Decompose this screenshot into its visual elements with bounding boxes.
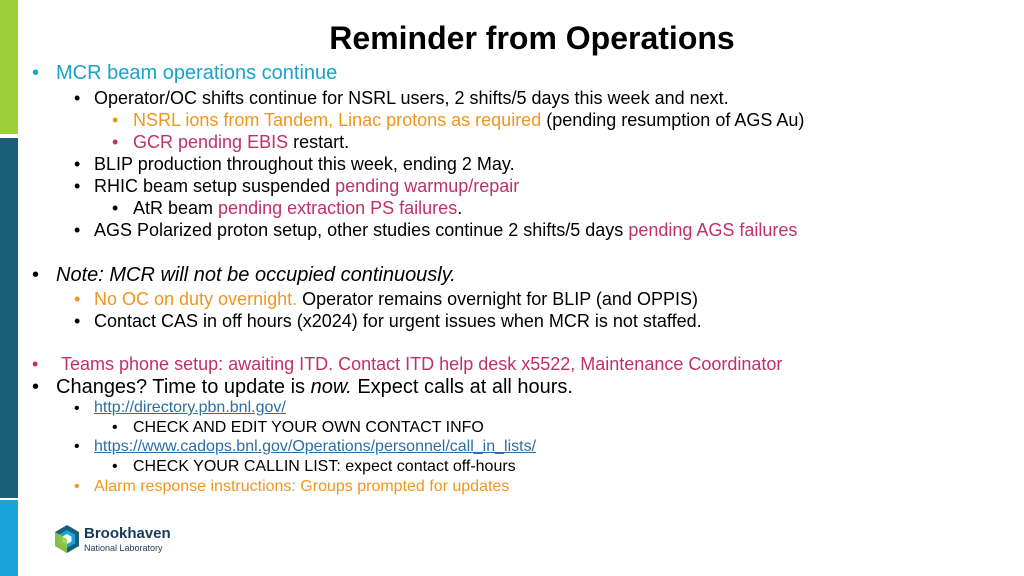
section-heading-mcr: MCR beam operations continue bbox=[56, 62, 338, 84]
gcr-highlight: GCR pending EBIS bbox=[133, 132, 289, 152]
bullet: • bbox=[74, 400, 80, 417]
nsrl-ions-highlight: NSRL ions from Tandem, Linac protons as required bbox=[133, 110, 542, 130]
item-blip: BLIP production throughout this week, ending 2 May. bbox=[94, 154, 515, 174]
brookhaven-logo-icon bbox=[54, 524, 80, 554]
atr-end: . bbox=[457, 198, 463, 218]
logo-subtitle: National Laboratory bbox=[84, 543, 163, 553]
nsrl-ions-rest: (pending resumption of AGS Au) bbox=[541, 110, 805, 130]
bullet: • bbox=[74, 220, 81, 240]
callin-lists-link[interactable]: https://www.cadops.bnl.gov/Operations/personnel/call_in_lists/ bbox=[94, 438, 537, 455]
item-check-contact: CHECK AND EDIT YOUR OWN CONTACT INFO bbox=[133, 419, 484, 436]
logo-name: Brookhaven bbox=[84, 525, 171, 542]
item-changes bbox=[56, 376, 573, 399]
rhic-highlight: pending warmup/repair bbox=[335, 176, 520, 196]
item-atr bbox=[133, 198, 462, 219]
item-operator-shifts: Operator/OC shifts continue for NSRL users, 2 shifts/5 days this week and next. bbox=[94, 88, 729, 108]
item-teams-phone: Teams phone setup: awaiting ITD. Contact ITD help desk x5522, Maintenance Coordinator bbox=[61, 354, 783, 374]
bullet: • bbox=[112, 458, 118, 475]
bullet: • bbox=[74, 478, 80, 495]
directory-link[interactable]: http://directory.pbn.bnl.gov/ bbox=[94, 399, 286, 416]
changes-now: now. bbox=[310, 376, 352, 398]
bullet: • bbox=[74, 311, 81, 331]
item-check-callin: CHECK YOUR CALLIN LIST: expect contact off-hours bbox=[133, 458, 516, 475]
item-contact-cas: Contact CAS in off hours (x2024) for urgent issues when MCR is not staffed. bbox=[94, 311, 702, 331]
item-nsrl-ions bbox=[133, 110, 804, 131]
bullet: • bbox=[32, 62, 40, 84]
changes-pre: Changes? Time to update is bbox=[56, 376, 311, 398]
bullet: • bbox=[74, 176, 81, 196]
item-gcr bbox=[133, 132, 349, 153]
bullet: • bbox=[74, 88, 81, 108]
atr-highlight: pending extraction PS failures bbox=[218, 198, 458, 218]
no-oc-highlight: No OC on duty overnight. bbox=[94, 289, 298, 309]
atr-text: AtR beam bbox=[133, 198, 219, 218]
bullet: • bbox=[112, 132, 119, 152]
no-oc-rest: Operator remains overnight for BLIP (and OPPIS) bbox=[297, 289, 698, 309]
bullet: • bbox=[74, 438, 80, 455]
ags-highlight: pending AGS failures bbox=[628, 220, 798, 240]
bullet: • bbox=[32, 376, 40, 398]
item-ags bbox=[94, 220, 797, 241]
bullet: • bbox=[112, 198, 119, 218]
gcr-rest: restart. bbox=[288, 132, 350, 152]
accent-bar-blue bbox=[0, 500, 18, 576]
slide-title: Reminder from Operations bbox=[329, 20, 735, 56]
section-heading-note: Note: MCR will not be occupied continuously. bbox=[56, 264, 456, 286]
bullet: • bbox=[32, 354, 39, 374]
item-no-oc bbox=[94, 289, 698, 310]
item-alarm-response: Alarm response instructions: Groups prompted for updates bbox=[94, 478, 510, 495]
bullet: • bbox=[32, 264, 40, 286]
changes-post: Expect calls at all hours. bbox=[351, 376, 573, 398]
ags-text: AGS Polarized proton setup, other studies continue 2 shifts/5 days bbox=[94, 220, 629, 240]
rhic-text: RHIC beam setup suspended bbox=[94, 176, 336, 196]
bullet: • bbox=[112, 110, 119, 130]
accent-bar-navy bbox=[0, 138, 18, 498]
item-rhic bbox=[94, 176, 519, 197]
bullet: • bbox=[74, 154, 81, 174]
bullet: • bbox=[112, 419, 118, 436]
bullet: • bbox=[74, 289, 81, 309]
